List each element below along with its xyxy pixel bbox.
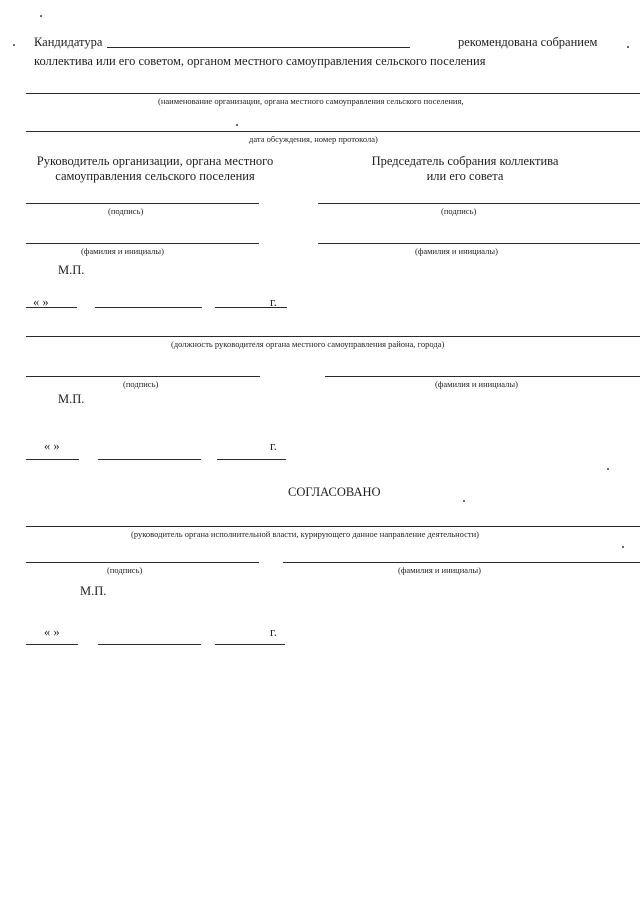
right-signature-line [318, 203, 640, 204]
executive-name-line [283, 562, 640, 563]
date-quotes-3: « » [44, 625, 60, 639]
left-name-caption: (фамилия и инициалы) [81, 246, 164, 256]
executive-signature-line [26, 562, 259, 563]
executive-head-line [26, 526, 640, 527]
candidate-name-line [107, 47, 410, 48]
year-suffix-3: г. [270, 625, 277, 639]
approved-heading: СОГЛАСОВАНО [288, 485, 381, 499]
scan-speck [40, 15, 42, 17]
scan-speck [627, 46, 629, 48]
organization-name-caption: (наименование организации, органа местного самоуправления сельского поселения, [158, 96, 464, 106]
date-year-line-2 [217, 459, 286, 460]
stamp-label-2: М.П. [58, 392, 85, 406]
date-quotes-1: « » [33, 295, 49, 309]
date-month-line-3 [98, 644, 201, 645]
date-month-line-1 [95, 307, 202, 308]
district-name-line [325, 376, 640, 377]
district-head-position-caption: (должность руководителя органа местного самоуправления района, города) [171, 339, 445, 349]
year-suffix-1: г. [270, 295, 277, 309]
stamp-label-1: М.П. [58, 263, 85, 277]
right-signatory-title-line2: или его совета [426, 169, 504, 183]
executive-head-caption: (руководитель органа исполнительной власти, курирующего данное направление деятельности) [131, 529, 479, 539]
left-signatory-title-line1: Руководитель организации, органа местного [36, 154, 274, 168]
district-signature-caption: (подпись) [123, 379, 159, 389]
scan-speck [607, 468, 609, 470]
left-signature-line [26, 203, 259, 204]
executive-name-caption: (фамилия и инициалы) [398, 565, 481, 575]
candidacy-label: Кандидатура [34, 35, 103, 49]
executive-signature-caption: (подпись) [107, 565, 143, 575]
year-suffix-2: г. [270, 439, 277, 453]
left-name-line [26, 243, 259, 244]
organization-name-line [26, 93, 640, 94]
stamp-label-3: М.П. [80, 584, 107, 598]
discussion-date-line [26, 131, 640, 132]
right-name-caption: (фамилия и инициалы) [415, 246, 498, 256]
scan-speck [236, 124, 238, 126]
date-day-line-1 [26, 307, 77, 308]
collective-line-text: коллектива или его советом, органом местного самоуправления сельского поселения [34, 54, 486, 68]
date-quotes-2: « » [44, 439, 60, 453]
discussion-date-caption: дата обсуждения, номер протокола) [249, 134, 378, 144]
scan-speck [622, 546, 624, 548]
right-name-line [318, 243, 640, 244]
scan-speck [463, 500, 465, 502]
scan-speck [13, 44, 15, 46]
left-signatory-title-line2: самоуправления сельского поселения [55, 169, 255, 183]
date-month-line-2 [98, 459, 201, 460]
district-head-position-line [26, 336, 640, 337]
date-year-line-3 [215, 644, 285, 645]
date-day-line-3 [26, 644, 78, 645]
date-day-line-2 [26, 459, 79, 460]
left-signature-caption: (подпись) [108, 206, 144, 216]
right-signature-caption: (подпись) [441, 206, 477, 216]
recommended-label: рекомендована собранием [458, 35, 598, 49]
district-signature-line [26, 376, 260, 377]
right-signatory-title-line1: Председатель собрания коллектива [371, 154, 559, 168]
district-name-caption: (фамилия и инициалы) [435, 379, 518, 389]
